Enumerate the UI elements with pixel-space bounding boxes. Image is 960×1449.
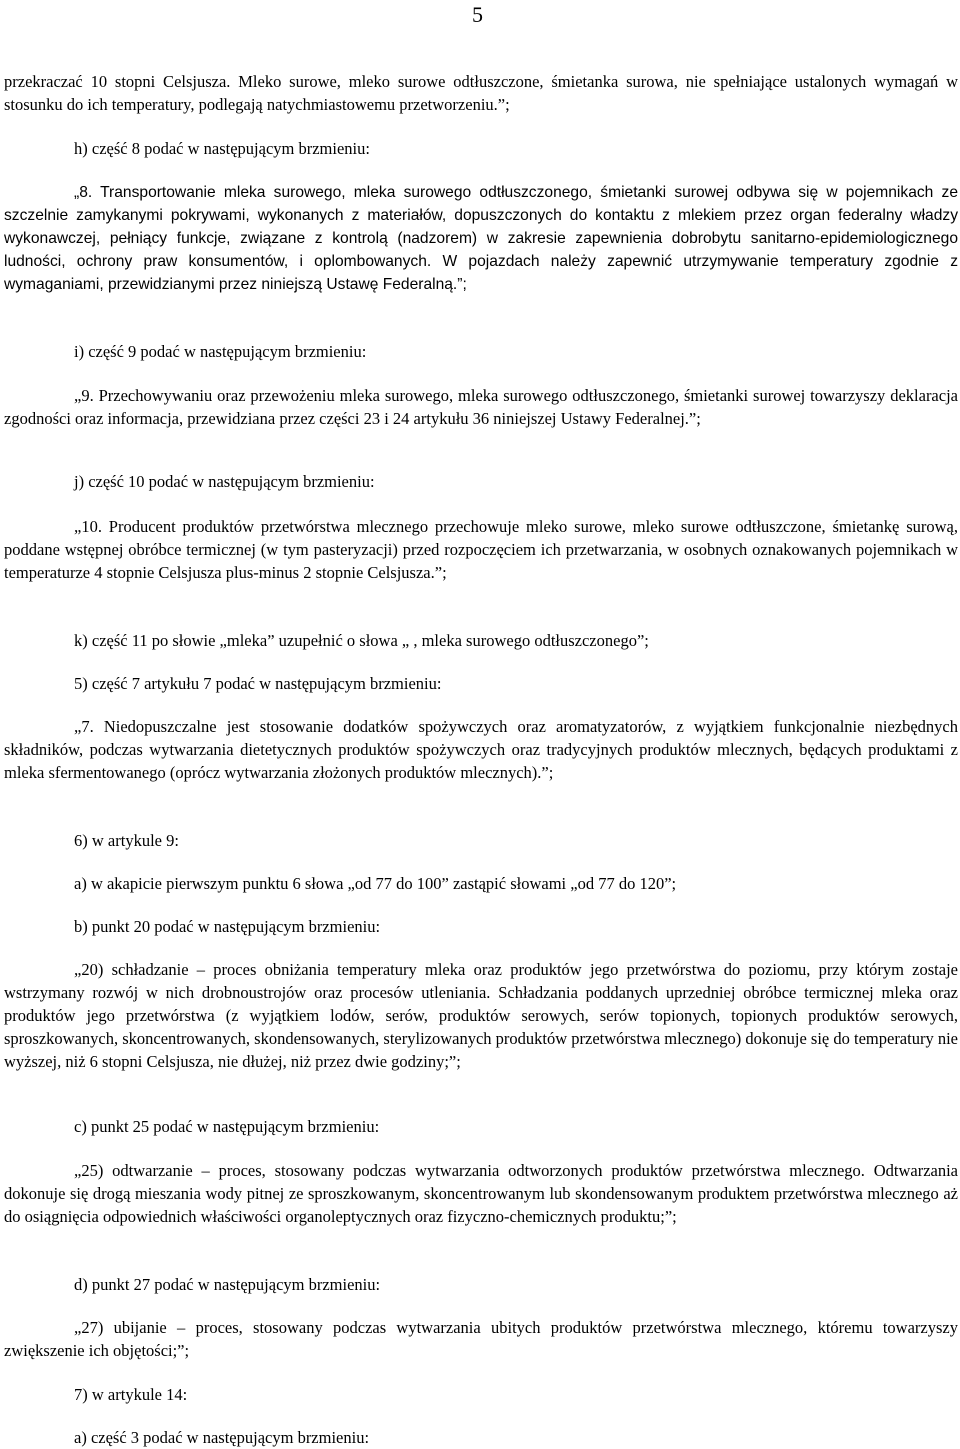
- paragraph-article-7: „7. Niedopuszczalne jest stosowanie dodatków spożywczych oraz aromatyzatorów, z wyjątkiem funkcjonalnie niezbędnych składników, podczas wytwarzania dietetycznych produktów spożywczych oraz tradycyjnych produktów mlecznych, będących produktami z mleka sfermentowanego (oprócz wytwarzania złożonych produktów mlecznych).”;: [4, 717, 958, 782]
- paragraph-part-10: „10. Producent produktów przetwórstwa mlecznego przechowuje mleko surowe, mleko surowe odtłuszczone, śmietankę surową, poddane wstępnej obróbce termicznej (w tym pasteryzacji) przed rozpoczęciem ich przetwarzania, w osobnych oznakowanych pojemnikach w temperaturze 4 stopnie Celsjusza plus-minus 2 stopnie Celsjusza.”;: [4, 517, 958, 582]
- heading-article-7: 5) część 7 artykułu 7 podać w następującym brzmieniu:: [74, 674, 442, 693]
- heading-article-9: 6) w artykule 9:: [74, 831, 179, 850]
- heading-part-10: j) część 10 podać w następującym brzmieniu:: [74, 472, 375, 491]
- paragraph-part-8: „8. Transportowanie mleka surowego, mleka surowego odtłuszczonego, śmietanki surowej odbywa się w pojemnikach ze szczelnie zamykanymi pokrywami, wykonanych z materiałów, dopuszczonych do kontaktu z mlekiem przez organ federalny władzy wykonawczej, pełniący funkcje, związane z kontrolą (nadzorem) w zakresie zapewnienia dobrobytu sanitarno-epidemiologicznego ludności, ochrony praw konsumentów, i oplombowanych. W pojazdach należy zapewnić utrzymywanie temperatury zgodnie z wymaganiami, przewidzianymi przez niniejszą Ustawę Federalną.”;: [4, 184, 958, 293]
- paragraph-part-9: „9. Przechowywaniu oraz przewożeniu mleka surowego, mleka surowego odtłuszczonego, śmietanki surowej towarzyszy deklaracja zgodności oraz informacja, przewidziana przez części 23 i 24 artykułu 36 niniejszej Ustawy Federalnej.”;: [4, 386, 958, 428]
- heading-part-9: i) część 9 podać w następującym brzmieniu:: [74, 342, 367, 361]
- page-number: 5: [472, 2, 483, 27]
- paragraph-point-27: „27) ubijanie – proces, stosowany podczas wytwarzania ubitych produktów przetwórstwa mlecznego, któremu towarzyszy zwiększenie ich objętości;”;: [4, 1318, 958, 1360]
- paragraph-point-20: „20) schładzanie – proces obniżania temperatury mleka oraz produktów jego przetwórstwa do poziomu, przy którym zostaje wstrzymany rozwój w nich drobnoustrojów oraz procesów utleniania. Schładzania poddanych uprzedniej obróbce termicznej mleka oraz produktów jego przetwórstwa (z wyjątkiem lodów, serów, produktów serowych, serów topionych, topionych produktów serowych, sproszkowanych, skoncentrowanych, skondensowanych, sterylizowanych produktów przetwórstwa mlecznego) dokonuje się do temperatury nie wyższej, niż 6 stopni Celsjusza, nie dłużej, niż przez dwie godziny;”;: [4, 960, 958, 1071]
- item-part-11: k) część 11 po słowie „mleka” uzupełnić o słowa „ , mleka surowego odtłuszczonego”;: [74, 631, 649, 650]
- paragraph-continuation: przekraczać 10 stopni Celsjusza. Mleko surowe, mleko surowe odtłuszczone, śmietanka surowa, nie spełniające ustalonych wymagań w stosunku do ich temperatury, podlegają natychmiastowemu przetworzeniu.”;: [4, 72, 958, 114]
- heading-part-8: h) część 8 podać w następującym brzmieniu:: [74, 139, 370, 158]
- item-article-9-c: c) punkt 25 podać w następującym brzmieniu:: [74, 1117, 380, 1136]
- item-article-9-d: d) punkt 27 podać w następującym brzmieniu:: [74, 1275, 381, 1294]
- heading-article-14: 7) w artykule 14:: [74, 1385, 188, 1404]
- item-article-14-a: a) część 3 podać w następującym brzmieniu:: [74, 1428, 370, 1447]
- paragraph-point-25: „25) odtwarzanie – proces, stosowany podczas wytwarzania odtworzonych produktów przetwórstwa mlecznego. Odtwarzania dokonuje się drogą mieszania wody pitnej ze sproszkowanym, skoncentrowanym lub skondensowanym produktem przetwórstwa mlecznego aż do osiągnięcia odpowiednich właściwości organoleptycznych oraz fizyczno-chemicznych produktu;”;: [4, 1161, 958, 1226]
- item-article-9-b: b) punkt 20 podać w następującym brzmieniu:: [74, 917, 381, 936]
- item-article-9-a: a) w akapicie pierwszym punktu 6 słowa „od 77 do 100” zastąpić słowami „od 77 do 120”;: [74, 874, 677, 893]
